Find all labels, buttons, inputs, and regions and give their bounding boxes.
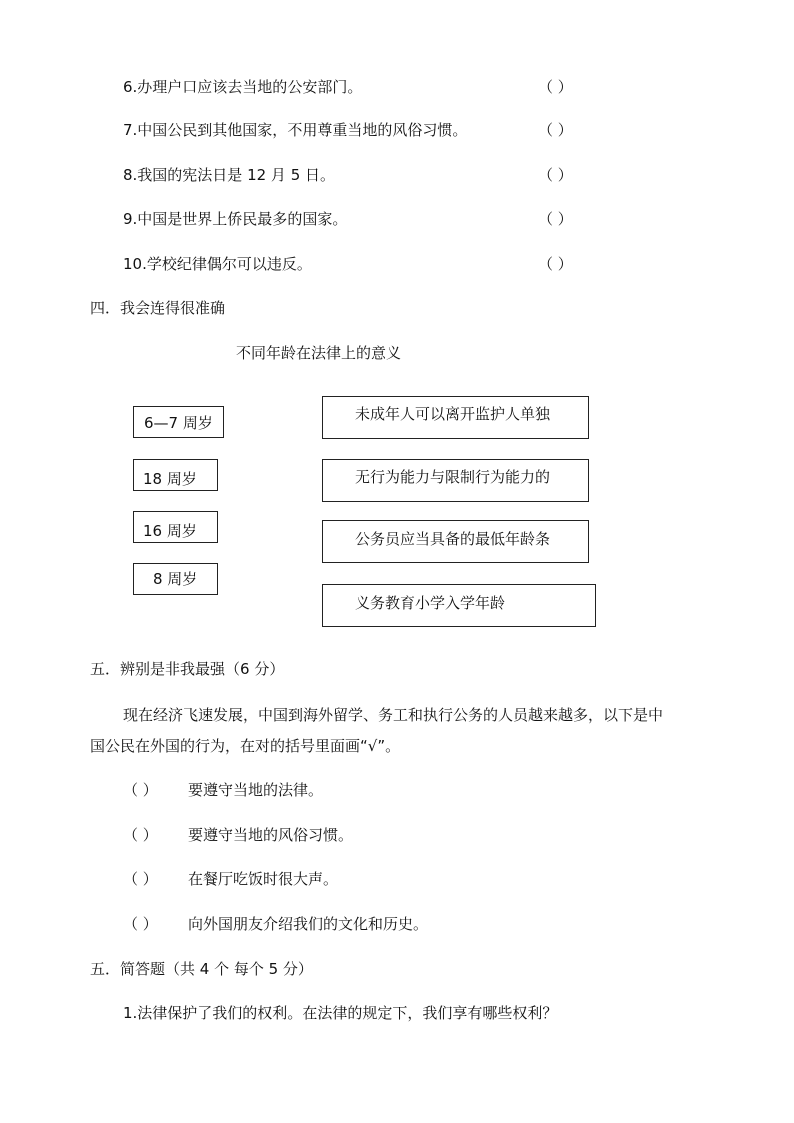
short-answer-heading: 五．简答题（共 4 个 每个 5 分）	[90, 960, 313, 978]
section5-intro-line2: 国公民在外国的行为，在对的括号里面画“√”。	[90, 737, 401, 755]
meaning-box-2[interactable]	[322, 459, 589, 502]
behavior-item-4: 向外国朋友介绍我们的文化和历史。	[188, 915, 429, 933]
answer-paren-10[interactable]: （ ）	[538, 255, 573, 273]
answer-paren-b[interactable]: （ ）	[123, 826, 158, 844]
judgement-item-6: 6.办理户口应该去当地的公安部门。	[123, 78, 363, 96]
age-box-label: 6—7 周岁	[144, 414, 213, 432]
answer-paren-9[interactable]: （ ）	[538, 210, 573, 228]
behavior-item-1: 要遵守当地的法律。	[188, 781, 324, 799]
age-box-18[interactable]	[133, 459, 218, 491]
age-box-8[interactable]	[133, 563, 218, 595]
age-box-label: 18 周岁	[143, 470, 197, 488]
judgement-item-9: 9.中国是世界上侨民最多的国家。	[123, 210, 348, 228]
meaning-box-label: 公务员应当具备的最低年龄条	[355, 530, 551, 548]
short-answer-q1: 1.法律保护了我们的权利。在法律的规定下，我们享有哪些权利？	[123, 1004, 558, 1022]
behavior-item-2: 要遵守当地的风俗习惯。	[188, 826, 354, 844]
meaning-box-4[interactable]	[322, 584, 596, 627]
age-box-label: 16 周岁	[143, 522, 197, 540]
age-box-6-7[interactable]	[133, 406, 224, 438]
behavior-item-3: 在餐厅吃饭时很大声。	[188, 870, 339, 888]
section5-heading: 五．辨别是非我最强（6 分）	[90, 660, 285, 678]
answer-paren-c[interactable]: （ ）	[123, 870, 158, 888]
answer-paren-a[interactable]: （ ）	[123, 781, 158, 799]
judgement-item-7: 7.中国公民到其他国家，不用尊重当地的风俗习惯。	[123, 121, 468, 139]
section4-subtitle: 不同年龄在法律上的意义	[236, 344, 402, 362]
age-box-label: 8 周岁	[153, 570, 198, 588]
meaning-box-label: 未成年人可以离开监护人单独	[355, 405, 551, 423]
meaning-box-3[interactable]	[322, 520, 589, 563]
answer-paren-7[interactable]: （ ）	[538, 121, 573, 139]
judgement-item-10: 10.学校纪律偶尔可以违反。	[123, 255, 312, 273]
section5-intro-line1: 现在经济飞速发展，中国到海外留学、务工和执行公务的人员越来越多，以下是中	[123, 706, 664, 724]
judgement-item-8: 8.我国的宪法日是 12 月 5 日。	[123, 166, 336, 184]
answer-paren-d[interactable]: （ ）	[123, 915, 158, 933]
meaning-box-1[interactable]	[322, 396, 589, 439]
section4-heading: 四．我会连得很准确	[90, 299, 226, 317]
meaning-box-label: 义务教育小学入学年龄	[355, 594, 506, 612]
age-box-16[interactable]	[133, 511, 218, 543]
meaning-box-label: 无行为能力与限制行为能力的	[355, 468, 551, 486]
answer-paren-6[interactable]: （ ）	[538, 78, 573, 96]
answer-paren-8[interactable]: （ ）	[538, 166, 573, 184]
